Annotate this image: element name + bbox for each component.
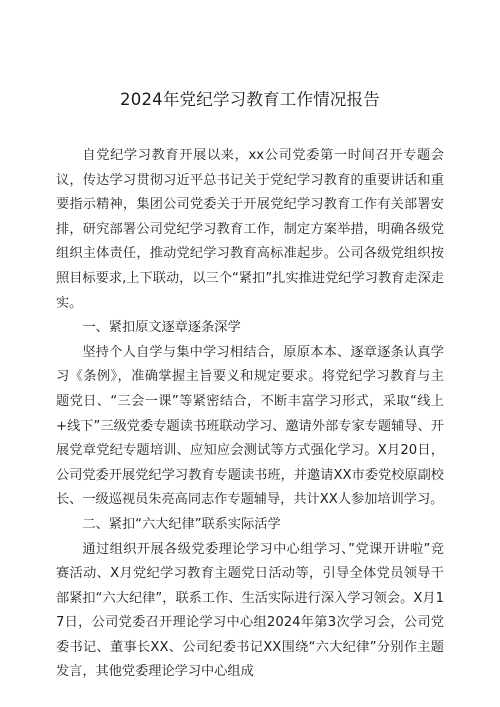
- intro-paragraph: 自党纪学习教育开展以来，xx公司党委第一时间召开专题会议，传达学习贯彻习近平总书记关于党纪学习教育的重要讲话和重要指示精神，集团公司党委关于开展党纪学习教育工作有关部署安排，研究部署公司党纪学习教育工作，制定方案举措，明确各级党组织主体责任，推动党纪学习教育高标准起步。公司各级党组织按照目标要求,上下联动，以三个“紧扣”扎实推进党纪学习教育走深走实。: [56, 148, 444, 311]
- document-title: 2024年党纪学习教育工作情况报告: [120, 90, 380, 109]
- section-2-heading: 二、紧扣“六大纪律”联系实际活学: [82, 516, 281, 532]
- section-2-paragraph: 通过组织开展各级党委理论学习中心组学习、”党课开讲啦”竞赛活动、X月党纪学习教育主题党日活动等，引导全体党员领导干部紧扣“六大纪律”，联系工作、生活实际进行深入学习领会。X月17日，公司党委召开理论学习中心组2024年第3次学习会，公司党委书记、董事长XX、公司纪委书记XX围绕“六大纪律”分别作主题发言，其他党委理论学习中心组成: [56, 541, 444, 680]
- section-1-paragraph: 坚持个人自学与集中学习相结合，原原本本、逐章逐条认真学习《条例》，准确掌握主旨要义和规定要求。将党纪学习教育与主题党日、“三会一课”等紧密结合，不断丰富学习形式，采取“线上+线下”三级党委专题读书班联动学习、邀请外部专家专题辅导、开展党章党纪专题培训、应知应会测试等方式强化学习。X月20日，公司党委开展党纪学习教育专题读书班，并邀请XX市委党校原副校长、一级巡视员朱亮高同志作专题辅导，共计XX人参加培训学习。: [56, 344, 444, 508]
- section-1-heading: 一、紧扣原文逐章逐条深学: [82, 320, 241, 336]
- document-body: [56, 144, 444, 685]
